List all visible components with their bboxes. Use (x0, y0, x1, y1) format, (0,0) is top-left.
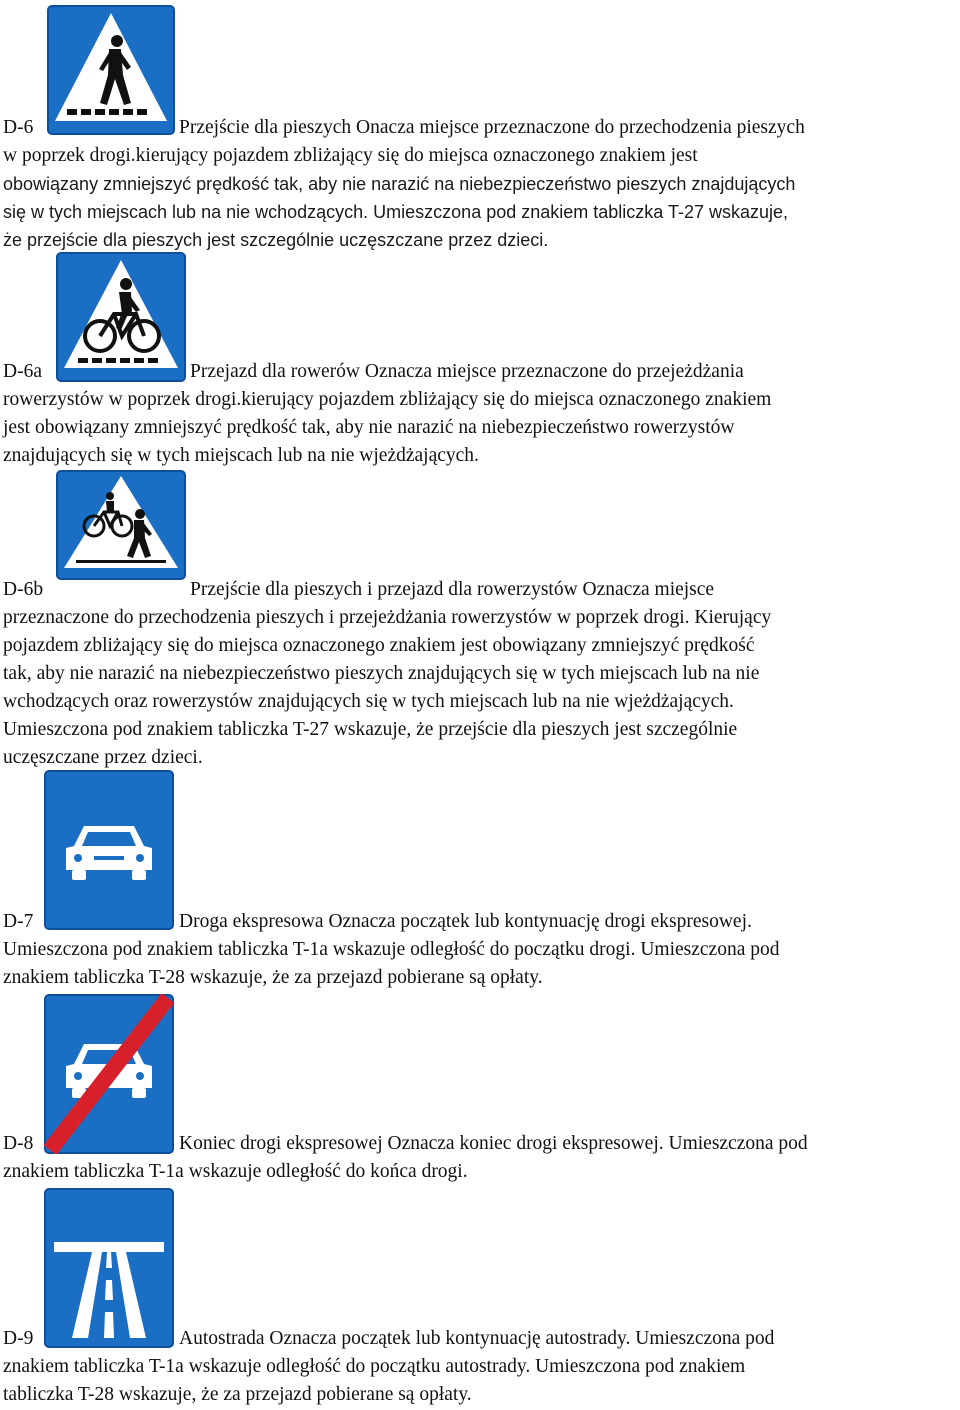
entry-text-line: tabliczka T-28 wskazuje, że za przejazd pobierane są opłaty. (3, 1384, 472, 1405)
entry-text-line: tak, aby nie narazić na niebezpieczeństwo pieszych znajdujących się w tych miejscach lub na nie (3, 663, 760, 684)
entry-code: D-6 (3, 117, 34, 138)
entry-text-line: przeznaczone do przechodzenia pieszych i przejeżdżania rowerzystów w poprzek drogi. Kierujący (3, 607, 772, 628)
entry-text-line: w poprzek drogi.kierujący pojazdem zbliżający się do miejsca oznaczonego znakiem jest (3, 145, 698, 166)
entry-text-line: się w tych miejscach lub na nie wchodzących. Umieszczona pod znakiem tabliczka T-27 wskazuje, (3, 202, 789, 222)
entry-text-line: znajdujących się w tych miejscach lub na nie wjeżdżających. (3, 445, 479, 466)
pedestrian-crossing-sign-icon (47, 5, 175, 135)
entry-text-line: Przejście dla pieszych i przejazd dla rowerzystów Oznacza miejsce (190, 579, 715, 600)
pedestrian-and-bicycle-crossing-sign-icon (56, 470, 186, 580)
entry-text-line: Droga ekspresowa Oznacza początek lub kontynuację drogi ekspresowej. (179, 911, 752, 932)
entry-text-line: wchodzących oraz rowerzystów znajdujących się w tych miejscach lub na nie wjeżdżających. (3, 691, 734, 712)
entry-text-line: Przejście dla pieszych Onacza miejsce przeznaczone do przechodzenia pieszych (179, 117, 805, 138)
entry-text-line: znakiem tabliczka T-1a wskazuje odległość do końca drogi. (3, 1161, 468, 1182)
entry-code: D-9 (3, 1328, 34, 1349)
entry-text-line: Koniec drogi ekspresowej Oznacza koniec drogi ekspresowej. Umieszczona pod (179, 1133, 808, 1154)
entry-text-line: obowiązany zmniejszyć prędkość tak, aby nie narazić na niebezpieczeństwo pieszych znajdujących (3, 174, 796, 194)
entry-code: D-7 (3, 911, 34, 932)
entry-text-line: Przejazd dla rowerów Oznacza miejsce przeznaczone do przejeżdżania (190, 361, 744, 382)
motorway-sign-icon (44, 1188, 174, 1348)
entry-text-line: że przejście dla pieszych jest szczególnie uczęszczane przez dzieci. (3, 230, 549, 250)
bicycle-crossing-sign-icon (56, 252, 186, 382)
entry-text-line: znakiem tabliczka T-28 wskazuje, że za przejazd pobierane są opłaty. (3, 967, 543, 988)
entry-text-line: pojazdem zbliżający się do miejsca oznaczonego znakiem jest obowiązany zmniejszyć prędkość (3, 635, 755, 656)
entry-code: D-6b (3, 579, 44, 600)
expressway-sign-icon (44, 770, 174, 930)
entry-code: D-6a (3, 361, 42, 382)
entry-text-line: Umieszczona pod znakiem tabliczka T-27 wskazuje, że przejście dla pieszych jest szczególnie (3, 719, 738, 740)
entry-text-line: Autostrada Oznacza początek lub kontynuację autostrady. Umieszczona pod (179, 1328, 775, 1349)
entry-text-line: uczęszczane przez dzieci. (3, 747, 203, 768)
entry-text-line: jest obowiązany zmniejszyć prędkość tak, aby nie narazić na niebezpieczeństwo rowerzystów (3, 417, 735, 438)
entry-code: D-8 (3, 1133, 34, 1154)
entry-text-line: rowerzystów w poprzek drogi.kierujący pojazdem zbliżający się do miejsca oznaczonego znakiem (3, 389, 772, 410)
entry-text-line: znakiem tabliczka T-1a wskazuje odległość do początku autostrady. Umieszczona pod znakiem (3, 1356, 746, 1377)
end-of-expressway-sign-icon (44, 994, 174, 1154)
entry-text-line: Umieszczona pod znakiem tabliczka T-1a wskazuje odległość do początku drogi. Umieszczona pod (3, 939, 780, 960)
